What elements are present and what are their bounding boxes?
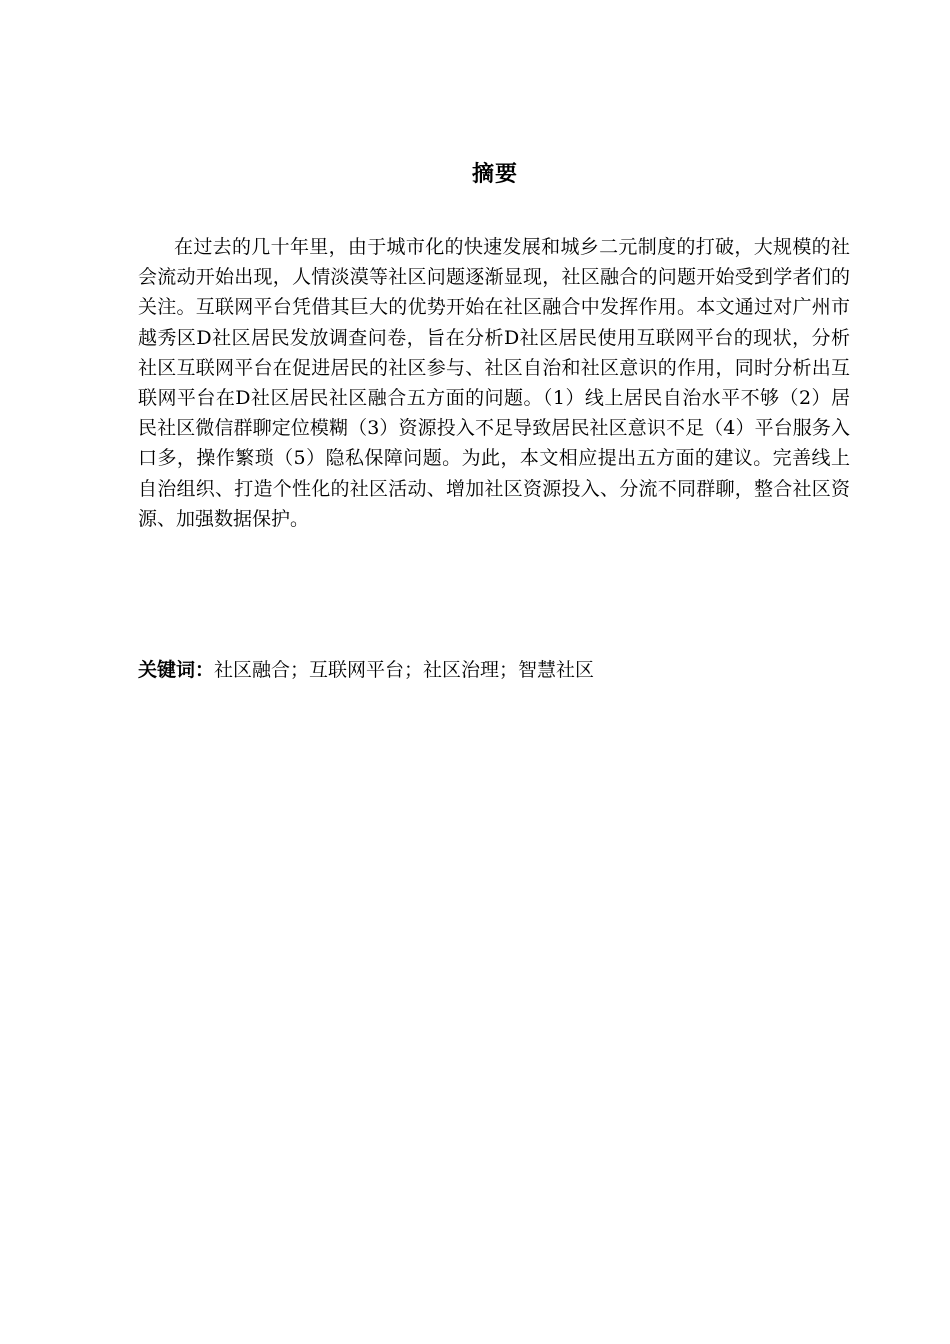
keywords-line xyxy=(138,655,850,685)
keywords-label: 关键词： xyxy=(138,659,215,681)
keywords-text: 社区融合；互联网平台；社区治理；智慧社区 xyxy=(214,659,595,681)
abstract-title: 摘要 xyxy=(471,162,518,187)
abstract-body: 在过去的几十年里，由于城市化的快速发展和城乡二元制度的打破，大规模的社会流动开始出现，人情淡漠等社区问题逐渐显现，社区融合的问题开始受到学者们的关注。互联网平台凭借其巨大的优势开始在社区融合中发挥作用。本文通过对广州市越秀区D社区居民发放调查问卷，旨在分析D社区居民使用互联网平台的现状，分析社区互联网平台在促进居民的社区参与、社区自治和社区意识的作用，同时分析出互联网平台在D社区居民社区融合五方面的问题。（1）线上居民自治水平不够（2）居民社区微信群聊定位模糊（3）资源投入不足导致居民社区意识不足（4）平台服务入口多，操作繁琐（5）隐私保障问题。为此，本文相应提出五方面的建议。完善线上自治组织、打造个性化的社区活动、增加社区资源投入、分流不同群聊，整合社区资源、加强数据保护。 xyxy=(138,236,850,530)
